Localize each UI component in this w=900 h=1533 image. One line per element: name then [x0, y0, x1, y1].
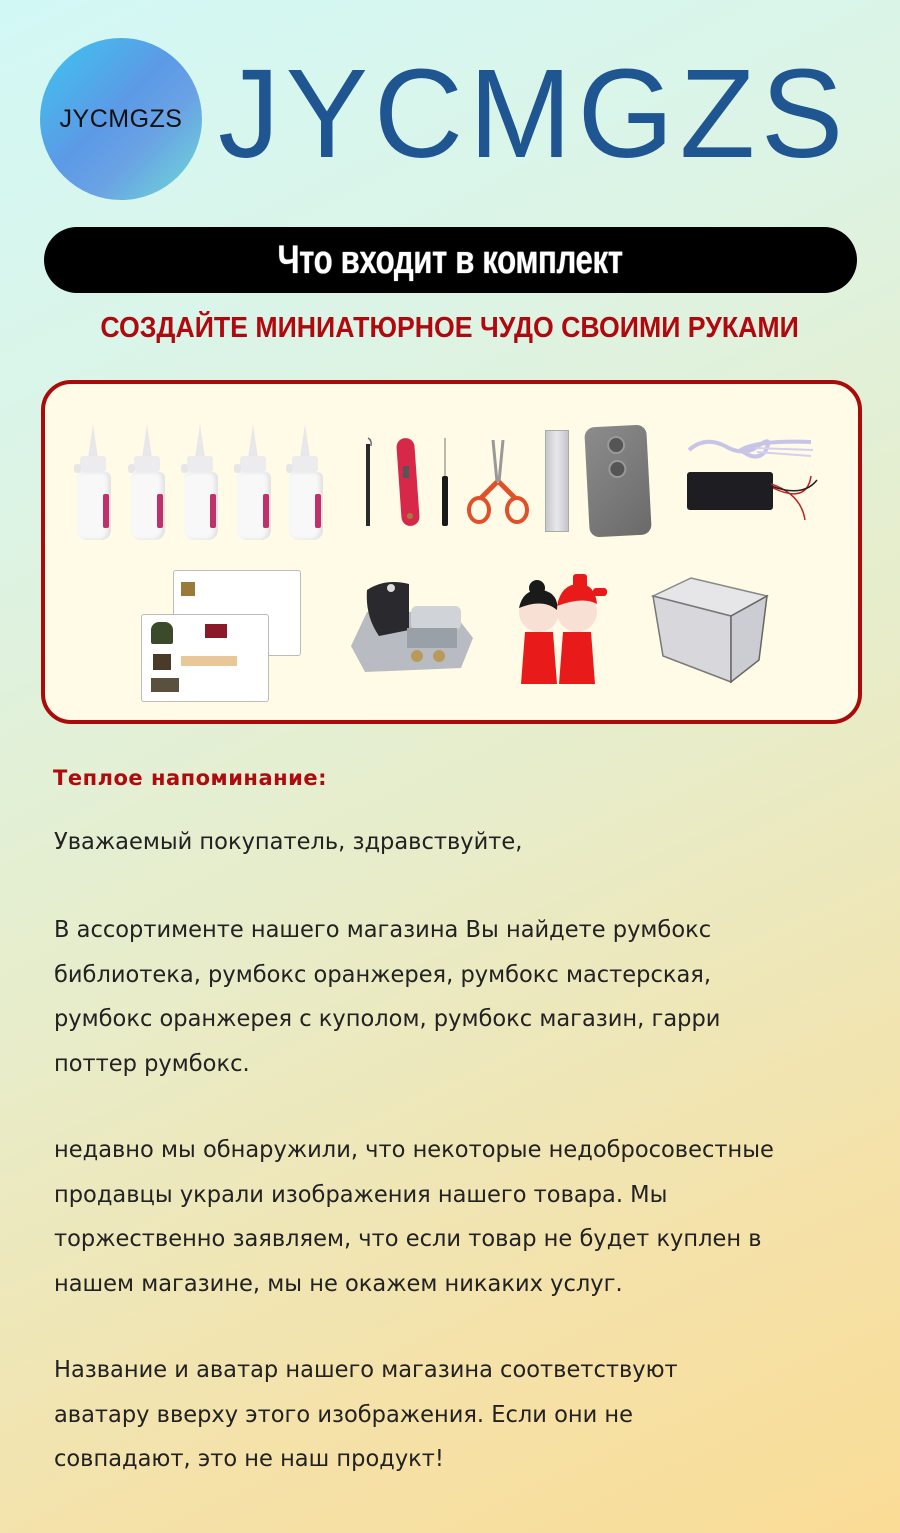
notice-greeting — [54, 820, 854, 865]
glue-bottle-icon — [125, 424, 169, 542]
instruction-manual-icon — [141, 570, 305, 700]
scissors-icon — [467, 436, 529, 526]
text-line: совпадают, это не наш продукт! — [54, 1446, 444, 1472]
text-line: аватару вверху этого изображения. Если они не — [54, 1401, 634, 1428]
text-line: Название и аватар нашего магазина соответствуют — [54, 1357, 678, 1383]
battery-wires-icon — [771, 474, 821, 522]
text-line: поттер румбокс. — [54, 1050, 250, 1077]
screwdriver-icon — [441, 436, 449, 528]
glue-bottle-icon — [71, 424, 115, 542]
remote-control-icon — [584, 424, 652, 537]
brand-name: JYCMGZS — [218, 43, 850, 184]
notice-heading: Теплое напоминание: — [53, 766, 327, 790]
kit-contents-box — [41, 380, 862, 724]
ruler-icon — [545, 430, 569, 532]
text-line: недавно мы обнаружили, что некоторые недобросовестные — [54, 1137, 774, 1163]
craft-knife-icon — [395, 436, 421, 528]
doll-figurines-icon — [513, 570, 613, 688]
text-line: В ассортименте нашего магазина Вы найдете румбокс — [54, 917, 712, 943]
text-line: нашем магазине, мы не окажем никаких услуг. — [54, 1270, 623, 1297]
slogan — [0, 312, 900, 345]
store-avatar-logo — [40, 38, 202, 200]
text-line: продавцы украли изображения нашего товара. Мы — [54, 1181, 668, 1208]
text-line: библиотека, румбокс оранжерея, румбокс мастерская, — [54, 961, 712, 988]
glue-bottle-icon — [178, 424, 222, 542]
logo-text: JYCMGZS — [59, 104, 183, 133]
text-line: румбокс оранжерея с куполом, румбокс магазин, гарри — [54, 1006, 721, 1032]
notice-paragraph-authenticity — [54, 1348, 854, 1482]
acrylic-dust-cover-icon — [651, 576, 769, 684]
greeting-line: Уважаемый покупатель, здравствуйте, — [54, 829, 523, 855]
wires-icon — [685, 434, 815, 464]
kit-banner — [44, 227, 857, 293]
slogan-text: СОЗДАЙТЕ МИНИАТЮРНОЕ ЧУДО СВОИМИ РУКАМИ — [100, 312, 800, 344]
battery-box-icon — [687, 472, 773, 510]
kit-banner-title: Что входит в комплект — [278, 237, 623, 282]
notice-paragraph-assortment — [54, 908, 854, 1086]
notice-paragraph-warning — [54, 1128, 854, 1306]
text-line: торжественно заявляем, что если товар не будет куплен в — [54, 1226, 762, 1252]
music-box-mechanism-icon — [345, 576, 479, 676]
glue-bottle-icon — [283, 424, 327, 542]
glue-bottle-icon — [231, 424, 275, 542]
tweezers-icon — [363, 436, 373, 528]
